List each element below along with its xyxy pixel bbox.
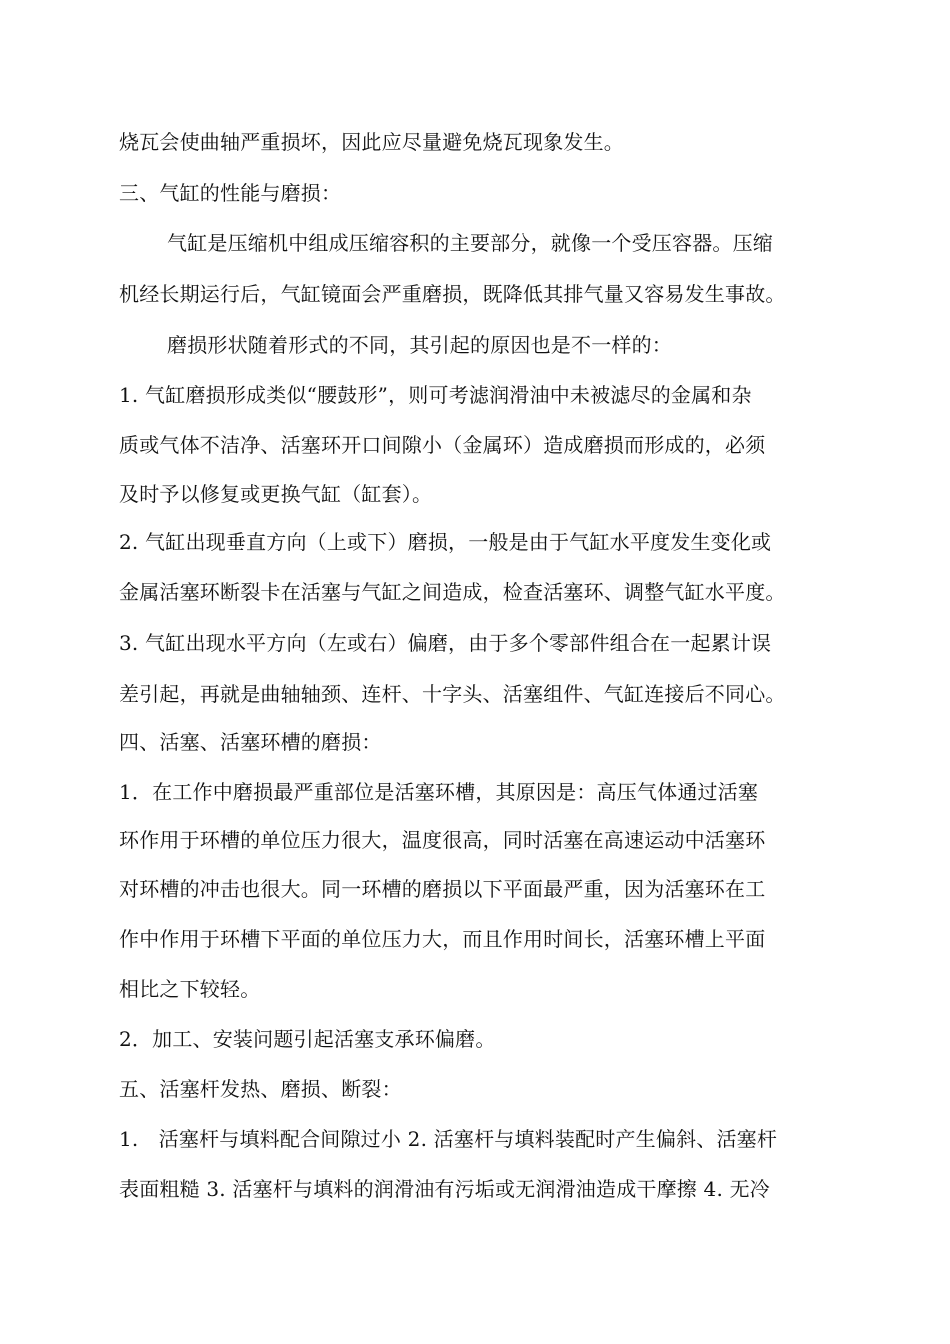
section-heading-piston: 四、活塞、活塞环槽的磨损：: [119, 730, 382, 754]
list-item-line: 差引起，再就是曲轴轴颈、连杆、十字头、活塞组件、气缸连接后不同心。: [119, 682, 786, 706]
list-item-line: 1. 活塞杆与填料配合间隙过小 2. 活塞杆与填料装配时产生偏斜、活塞杆: [119, 1127, 778, 1151]
list-item-line: 2. 气缸出现垂直方向（上或下）磨损，一般是由于气缸水平度发生变化或: [119, 530, 772, 554]
list-item-line: 及时予以修复或更换气缸（缸套）。: [119, 482, 433, 506]
list-item-line: 环作用于环槽的单位压力很大，温度很高，同时活塞在高速运动中活塞环: [119, 828, 766, 852]
paragraph-line: 机经长期运行后，气缸镜面会严重磨损，既降低其排气量又容易发生事故。: [119, 282, 786, 306]
list-item-line: 2．加工、安装问题引起活塞支承环偏磨。: [119, 1027, 496, 1051]
section-heading-piston-rod: 五、活塞杆发热、磨损、断裂：: [119, 1077, 402, 1101]
list-item-line: 对环槽的冲击也很大。同一环槽的磨损以下平面最严重，因为活塞环在工: [119, 877, 766, 901]
list-item-line: 表面粗糙 3. 活塞杆与填料的润滑油有污垢或无润滑油造成干摩擦 4. 无冷: [119, 1177, 770, 1201]
list-item-line: 金属活塞环断裂卡在活塞与气缸之间造成，检查活塞环、调整气缸水平度。: [119, 580, 786, 604]
list-item-line: 3. 气缸出现水平方向（左或右）偏磨，由于多个零部件组合在一起累计误: [119, 631, 772, 655]
list-item-line: 1. 气缸磨损形成类似“腰鼓形”，则可考滤润滑油中未被滤尽的金属和杂: [119, 383, 752, 407]
paragraph-line: 烧瓦会使曲轴严重损坏，因此应尽量避免烧瓦现象发生。: [119, 130, 624, 154]
list-item-line: 相比之下较轻。: [119, 977, 261, 1001]
list-item-line: 质或气体不洁净、活塞环开口间隙小（金属环）造成磨损而形成的，必须: [119, 433, 766, 457]
list-item-line: 1．在工作中磨损最严重部位是活塞环槽，其原因是：高压气体通过活塞: [119, 780, 759, 804]
list-item-line: 作中作用于环槽下平面的单位压力大，而且作用时间长，活塞环槽上平面: [119, 927, 766, 951]
paragraph-line: 磨损形状随着形式的不同，其引起的原因也是不一样的：: [167, 333, 672, 357]
paragraph-line: 气缸是压缩机中组成压缩容积的主要部分，就像一个受压容器。压缩: [167, 231, 773, 255]
section-heading-cylinder: 三、气缸的性能与磨损：: [119, 181, 342, 205]
